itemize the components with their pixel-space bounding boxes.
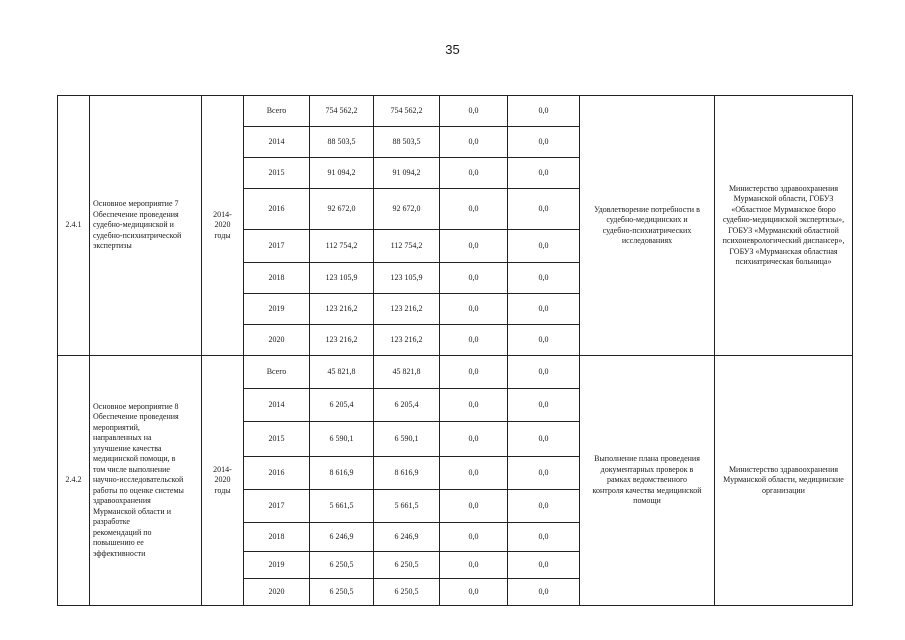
value-regional: 92 672,0 (374, 189, 440, 230)
item-name-line: эффективности (93, 548, 146, 558)
item-period (202, 96, 244, 356)
expected-result-line: контроля качества медицинской (592, 485, 702, 495)
page-number: 35 (445, 42, 460, 57)
value-total: 5 661,5 (310, 490, 374, 523)
value-other: 0,0 (508, 294, 580, 325)
executor-line: психиатрическая больница» (735, 257, 832, 266)
item-period-line: 2020 (214, 475, 231, 485)
item-name-line: медицинской помощи, в (93, 454, 176, 464)
item-period-line: 2014- (213, 209, 232, 219)
table-row (58, 96, 853, 127)
value-federal: 0,0 (440, 356, 508, 389)
executor (715, 356, 853, 606)
value-other: 0,0 (508, 422, 580, 457)
value-total: 112 754,2 (310, 230, 374, 263)
item-period-line: годы (214, 485, 231, 495)
year-label: 2016 (244, 189, 310, 230)
value-other: 0,0 (508, 356, 580, 389)
value-regional: 88 503,5 (374, 127, 440, 158)
value-regional: 5 661,5 (374, 490, 440, 523)
year-label: 2016 (244, 457, 310, 490)
value-regional: 123 216,2 (374, 325, 440, 356)
value-other: 0,0 (508, 158, 580, 189)
value-other: 0,0 (508, 457, 580, 490)
executor-line: Министерство здравоохранения (728, 464, 839, 474)
item-name-line: здравоохранения (93, 496, 151, 506)
item-name-line: повышению ее (93, 538, 144, 548)
value-regional: 112 754,2 (374, 230, 440, 263)
value-federal: 0,0 (440, 490, 508, 523)
year-label: 2017 (244, 490, 310, 523)
value-total: 45 821,8 (310, 356, 374, 389)
value-regional: 6 205,4 (374, 389, 440, 422)
value-regional: 123 216,2 (374, 294, 440, 325)
year-label: 2019 (244, 294, 310, 325)
value-total: 6 250,5 (310, 552, 374, 579)
value-federal: 0,0 (440, 457, 508, 490)
value-other: 0,0 (508, 230, 580, 263)
executor-line: судебно-медицинской экспертизы», (722, 215, 845, 224)
item-number: 2.4.1 (58, 96, 90, 356)
executor-line: Мурманской области, ГОБУЗ (733, 194, 834, 203)
item-number: 2.4.2 (58, 356, 90, 606)
year-label: 2015 (244, 422, 310, 457)
item-period (202, 356, 244, 606)
year-label: 2018 (244, 523, 310, 552)
value-other: 0,0 (508, 127, 580, 158)
item-name-line: том числе выполнение (93, 464, 170, 474)
executor-line: ГОБУЗ «Мурманская областная (729, 246, 838, 256)
value-regional: 8 616,9 (374, 457, 440, 490)
value-total: 6 250,5 (310, 579, 374, 606)
item-period-line: 2020 (214, 220, 231, 230)
item-period-line: 2014- (213, 464, 232, 474)
value-other: 0,0 (508, 389, 580, 422)
year-label: 2020 (244, 325, 310, 356)
executor-line: «Областное Мурманское бюро (731, 204, 836, 214)
value-other: 0,0 (508, 523, 580, 552)
executor-line: ГОБУЗ «Мурманский областной (728, 225, 839, 235)
value-federal: 0,0 (440, 158, 508, 189)
value-other: 0,0 (508, 96, 580, 127)
expected-result-line: судебно-психиатрических (602, 225, 692, 235)
executor-line: Мурманской области, медицинские (723, 475, 844, 485)
value-other: 0,0 (508, 490, 580, 523)
item-name-line: Обеспечение проведения (93, 412, 179, 422)
value-federal: 0,0 (440, 96, 508, 127)
value-federal: 0,0 (440, 422, 508, 457)
expected-result (580, 356, 715, 606)
item-name-line: Мурманской области и (93, 506, 171, 516)
value-other: 0,0 (508, 325, 580, 356)
year-label: Всего (244, 356, 310, 389)
value-federal: 0,0 (440, 294, 508, 325)
value-total: 92 672,0 (310, 189, 374, 230)
item-name-line: рекомендаций по (93, 527, 152, 537)
executor (715, 96, 853, 356)
value-regional: 6 246,9 (374, 523, 440, 552)
item-name-line: судебно-медицинской и (93, 220, 174, 230)
year-label: 2018 (244, 263, 310, 294)
value-regional: 6 590,1 (374, 422, 440, 457)
program-table (57, 95, 853, 606)
year-label: 2017 (244, 230, 310, 263)
item-name (90, 356, 202, 606)
value-federal: 0,0 (440, 263, 508, 294)
value-total: 6 205,4 (310, 389, 374, 422)
expected-result-line: исследованиях (621, 236, 673, 245)
value-total: 6 590,1 (310, 422, 374, 457)
item-name-line: Обеспечение проведения (93, 209, 179, 219)
value-federal: 0,0 (440, 523, 508, 552)
item-name-line: Основное мероприятие 8 (93, 401, 179, 411)
value-total: 754 562,2 (310, 96, 374, 127)
item-name-line: работы по оценке системы (93, 485, 184, 495)
value-regional: 6 250,5 (374, 552, 440, 579)
item-name-line: экспертизы (93, 241, 132, 251)
value-total: 123 216,2 (310, 294, 374, 325)
value-other: 0,0 (508, 263, 580, 294)
item-name-line: направленных на (93, 433, 152, 443)
value-total: 8 616,9 (310, 457, 374, 490)
item-name-line: улучшение качества (93, 443, 162, 453)
item-name-line: Основное мероприятие 7 (93, 199, 179, 209)
expected-result (580, 96, 715, 356)
value-federal: 0,0 (440, 127, 508, 158)
value-total: 123 105,9 (310, 263, 374, 294)
year-label: Всего (244, 96, 310, 127)
value-regional: 123 105,9 (374, 263, 440, 294)
value-total: 88 503,5 (310, 127, 374, 158)
executor-line: Министерство здравоохранения (728, 183, 839, 193)
table-row (58, 356, 853, 389)
year-label: 2019 (244, 552, 310, 579)
value-regional: 6 250,5 (374, 579, 440, 606)
expected-result-line: рамках ведомственного (606, 475, 688, 485)
year-label: 2014 (244, 389, 310, 422)
item-period-line: годы (214, 230, 231, 240)
value-other: 0,0 (508, 189, 580, 230)
value-regional: 91 094,2 (374, 158, 440, 189)
expected-result-line: Выполнение плана проведения (594, 454, 700, 464)
executor-line: организации (762, 485, 805, 495)
item-name-line: мероприятий, (93, 422, 140, 432)
value-federal: 0,0 (440, 189, 508, 230)
value-other: 0,0 (508, 579, 580, 606)
value-federal: 0,0 (440, 230, 508, 263)
value-regional: 754 562,2 (374, 96, 440, 127)
item-name-line: разработке (93, 517, 130, 527)
year-label: 2020 (244, 579, 310, 606)
year-label: 2015 (244, 158, 310, 189)
value-federal: 0,0 (440, 579, 508, 606)
item-name-line: научно-исследовательской (93, 475, 184, 485)
item-name (90, 96, 202, 356)
value-federal: 0,0 (440, 389, 508, 422)
value-federal: 0,0 (440, 325, 508, 356)
value-total: 91 094,2 (310, 158, 374, 189)
value-total: 6 246,9 (310, 523, 374, 552)
item-name-line: судебно-психиатрической (93, 230, 182, 240)
year-label: 2014 (244, 127, 310, 158)
value-federal: 0,0 (440, 552, 508, 579)
value-total: 123 216,2 (310, 325, 374, 356)
expected-result-line: Удовлетворение потребности в (594, 204, 700, 214)
value-regional: 45 821,8 (374, 356, 440, 389)
expected-result-line: документарных проверок в (600, 464, 694, 474)
expected-result-line: помощи (633, 496, 661, 506)
expected-result-line: судебно-медицинских и (606, 215, 688, 224)
value-other: 0,0 (508, 552, 580, 579)
executor-line: психоневрологический диспансер», (722, 236, 845, 245)
